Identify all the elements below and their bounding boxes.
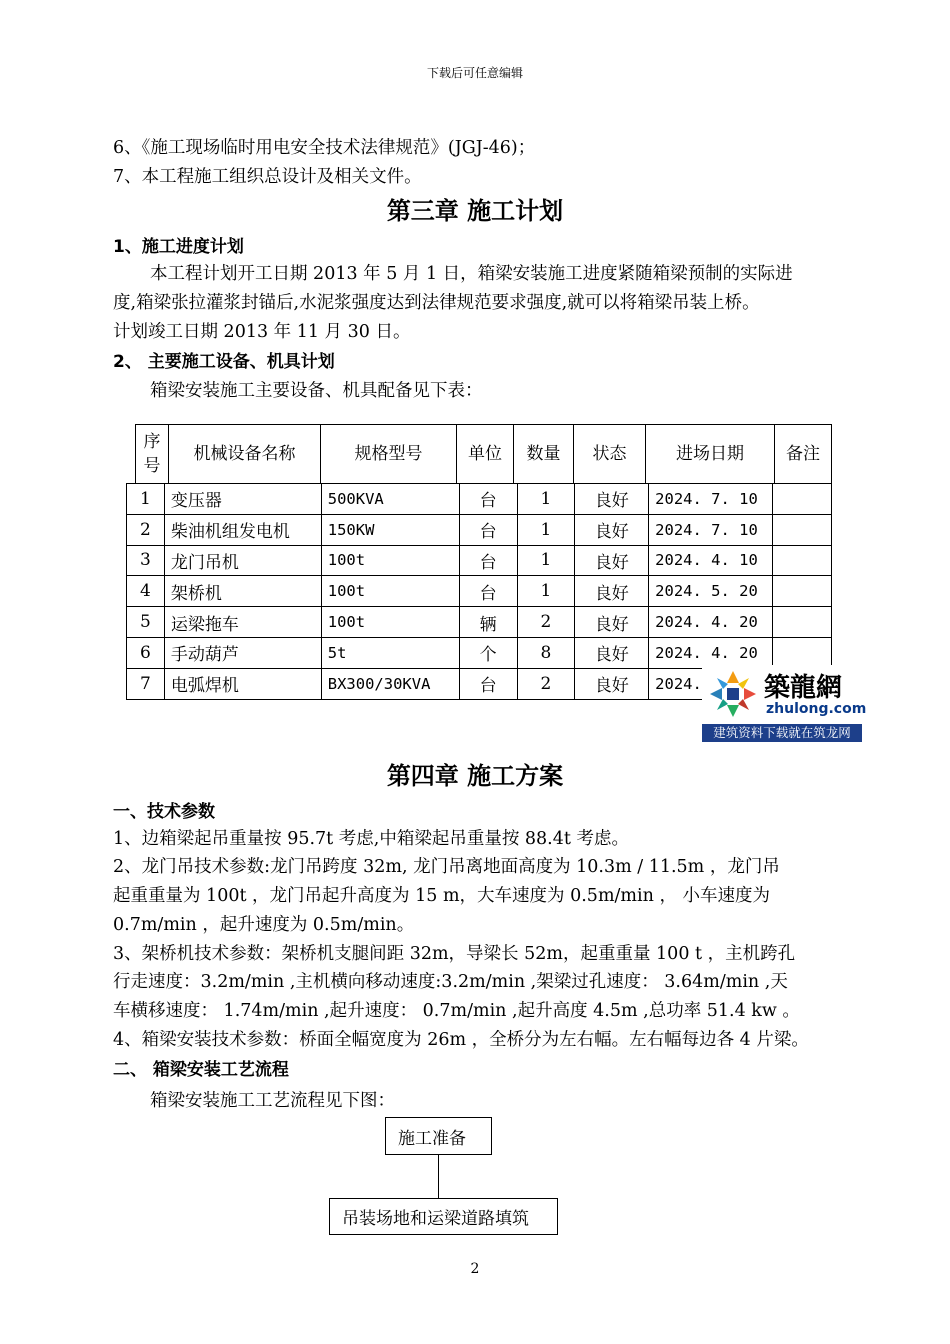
cell-qty: 1 xyxy=(517,545,575,576)
cell-status: 良好 xyxy=(575,514,649,545)
cell-unit: 台 xyxy=(459,484,517,515)
cell-index: 5 xyxy=(127,607,165,638)
zhulong-logo-icon xyxy=(708,669,758,719)
cell-model: 500KVA xyxy=(321,484,459,515)
zhulong-logo xyxy=(702,665,867,742)
cell-unit: 台 xyxy=(459,668,517,699)
cell-name: 柴油机组发电机 xyxy=(164,514,321,545)
tech-param-line-5: 3、架桥机技术参数：架桥机支腿间距 32m，导梁长 52m，起重重量 100 t ，主机跨孔 xyxy=(113,944,796,964)
flow-connector xyxy=(438,1155,439,1198)
cell-name: 龙门吊机 xyxy=(164,545,321,576)
flow-step-1: 施工准备 xyxy=(385,1117,492,1155)
cell-name: 架桥机 xyxy=(164,576,321,607)
flow-step-2: 吊装场地和运梁道路填筑 xyxy=(329,1198,558,1235)
cell-index: 7 xyxy=(127,668,165,699)
progress-plan-line-2: 度,箱梁张拉灌浆封锚后,水泥浆强度达到法律规范要求强度,就可以将箱梁吊装上桥。 xyxy=(113,293,760,313)
cell-status: 良好 xyxy=(575,576,649,607)
cell-index: 4 xyxy=(127,576,165,607)
cell-name: 手动葫芦 xyxy=(164,637,321,668)
section-tech-params-title: 一、技术参数 xyxy=(113,802,215,822)
cell-qty: 1 xyxy=(517,484,575,515)
cell-qty: 2 xyxy=(517,607,575,638)
progress-plan-line-1: 本工程计划开工日期 2013 年 5 月 1 日，箱梁安装施工进度紧随箱梁预制的实际进 xyxy=(150,264,793,284)
page-header: 下载后可任意编辑 xyxy=(426,66,523,80)
cell-qty: 2 xyxy=(517,668,575,699)
cell-date: 2024. 4. 20 xyxy=(649,607,773,638)
cell-remark xyxy=(773,545,832,576)
header-status: 状态 xyxy=(574,425,646,483)
table-row xyxy=(127,576,832,607)
page-number: 2 xyxy=(470,1261,480,1277)
progress-plan-line-3: 计划竣工日期 2013 年 11 月 30 日。 xyxy=(113,322,411,342)
cell-date: 2024. 5. 20 xyxy=(649,576,773,607)
header-index: 序号 xyxy=(136,425,169,483)
cell-remark xyxy=(773,484,832,515)
cell-index: 1 xyxy=(127,484,165,515)
cell-name: 运梁拖车 xyxy=(164,607,321,638)
tech-param-line-3: 起重重量为 100t ，龙门吊起升高度为 15 m，大车速度为 0.5m/min ， 小车速度为 xyxy=(113,886,771,906)
cell-qty: 8 xyxy=(517,637,575,668)
section-progress-plan-title: 1、施工进度计划 xyxy=(113,237,244,257)
header-name: 机械设备名称 xyxy=(169,425,321,483)
tech-param-line-1: 1、边箱梁起吊重量按 95.7t 考虑,中箱梁起吊重量按 88.4t 考虑。 xyxy=(113,829,629,849)
cell-name: 电弧焊机 xyxy=(164,668,321,699)
cell-status: 良好 xyxy=(575,484,649,515)
equipment-table-header xyxy=(135,424,832,483)
cell-index: 2 xyxy=(127,514,165,545)
cell-name: 变压器 xyxy=(164,484,321,515)
cell-unit: 辆 xyxy=(459,607,517,638)
cell-status: 良好 xyxy=(575,545,649,576)
cell-model: BX300/30KVA xyxy=(321,668,459,699)
cell-model: 100t xyxy=(321,607,459,638)
cell-model: 100t xyxy=(321,576,459,607)
cell-remark xyxy=(773,637,832,668)
tech-param-line-2: 2、龙门吊技术参数:龙门吊跨度 32m, 龙门吊离地面高度为 10.3m / 11.5m ，龙门吊 xyxy=(113,857,780,877)
table-row xyxy=(127,637,832,668)
table-row xyxy=(127,514,832,545)
cell-date: 2024. 7. 10 xyxy=(649,514,773,545)
cell-status: 良好 xyxy=(575,668,649,699)
cell-model: 100t xyxy=(321,545,459,576)
process-flow-intro: 箱梁安装施工工艺流程见下图： xyxy=(150,1091,395,1111)
header-unit: 单位 xyxy=(457,425,514,483)
cell-remark xyxy=(773,576,832,607)
cell-status: 良好 xyxy=(575,607,649,638)
cell-status: 良好 xyxy=(575,637,649,668)
chapter-4-title: 第四章 施工方案 xyxy=(386,762,564,790)
section-equipment-plan-title: 2、 主要施工设备、机具计划 xyxy=(113,352,335,372)
tech-param-line-8: 4、箱梁安装技术参数：桥面全幅宽度为 26m ，全桥分为左右幅。左右幅每边各 4 片梁。 xyxy=(113,1030,809,1050)
equipment-plan-intro: 箱梁安装施工主要设备、机具配备见下表： xyxy=(150,381,483,401)
cell-model: 150KW xyxy=(321,514,459,545)
tech-param-line-7: 车横移速度： 1.74m/min ,起升速度： 0.7m/min ,起升高度 4.5m ,总功率 51.4 kw 。 xyxy=(113,1001,800,1021)
cell-qty: 1 xyxy=(517,514,575,545)
logo-chinese-text: 築龍網 xyxy=(764,673,843,703)
list-item-7: 7、本工程施工组织总设计及相关文件。 xyxy=(113,167,422,187)
section-process-flow-title: 二、 箱梁安装工艺流程 xyxy=(113,1060,289,1080)
cell-index: 6 xyxy=(127,637,165,668)
chapter-3-title: 第三章 施工计划 xyxy=(386,197,564,225)
logo-tagline: 建筑资料下载就在筑龙网 xyxy=(702,724,862,742)
logo-domain-text: zhulong.com xyxy=(766,701,867,717)
header-remark: 备注 xyxy=(786,444,820,464)
cell-unit: 台 xyxy=(459,514,517,545)
cell-date: 2024. 7. 10 xyxy=(649,484,773,515)
cell-remark xyxy=(773,514,832,545)
cell-unit: 个 xyxy=(459,637,517,668)
cell-model: 5t xyxy=(321,637,459,668)
cell-date: 2024. 4. 10 xyxy=(649,545,773,576)
cell-unit: 台 xyxy=(459,545,517,576)
tech-param-line-6: 行走速度：3.2m/min ,主机横向移动速度:3.2m/min ,架梁过孔速度： 3.64m/min ,天 xyxy=(113,972,788,992)
cell-unit: 台 xyxy=(459,576,517,607)
table-row xyxy=(127,484,832,515)
cell-index: 3 xyxy=(127,545,165,576)
table-row xyxy=(127,545,832,576)
cell-date: 2024. xyxy=(649,668,773,699)
list-item-6: 6、《施工现场临时用电安全技术法律规范》(JGJ-46)； xyxy=(113,138,536,158)
header-model: 规格型号 xyxy=(321,425,457,483)
header-date: 进场日期 xyxy=(646,425,775,483)
cell-date: 2024. 4. 20 xyxy=(649,637,773,668)
cell-qty: 1 xyxy=(517,576,575,607)
table-row xyxy=(127,607,832,638)
cell-remark xyxy=(773,607,832,638)
header-qty: 数量 xyxy=(514,425,574,483)
tech-param-line-4: 0.7m/min ，起升速度为 0.5m/min。 xyxy=(113,915,415,935)
